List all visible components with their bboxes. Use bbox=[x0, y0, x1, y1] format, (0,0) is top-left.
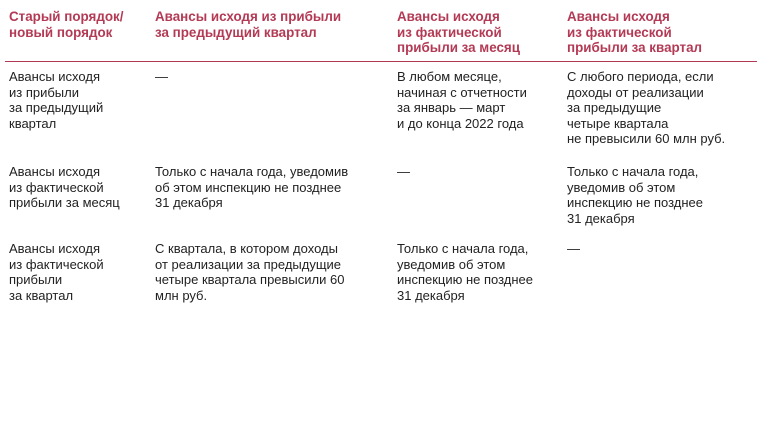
header-actual-quarter: Авансы исходя из фактической прибыли за квартал bbox=[567, 9, 703, 55]
table-header bbox=[0, 9, 772, 61]
header-prev-quarter: Авансы исходя из прибыли за предыдущий квартал bbox=[155, 9, 342, 40]
row-label: Авансы исходя из фактической прибыли за квартал bbox=[9, 241, 104, 303]
header-actual-month: Авансы исходя из фактической прибыли за месяц bbox=[397, 9, 520, 55]
table-cell: Только с начала года, уведомив об этом инспекцию не позднее 31 декабря bbox=[155, 164, 349, 210]
header-old-new-order: Старый порядок/ новый порядок bbox=[9, 9, 124, 40]
table-cell: В любом месяце, начиная с отчетности за январь — март и до конца 2022 года bbox=[397, 69, 527, 131]
table-cell: С квартала, в котором доходы от реализации за предыдущие четыре квартала превысили 60 млн руб. bbox=[155, 241, 345, 303]
row-label: Авансы исходя из прибыли за предыдущий квартал bbox=[9, 69, 104, 131]
header-divider bbox=[5, 61, 757, 62]
table-cell: — bbox=[397, 164, 410, 179]
table-cell: — bbox=[567, 241, 580, 256]
table-cell: — bbox=[155, 69, 168, 84]
row-label: Авансы исходя из фактической прибыли за месяц bbox=[9, 164, 120, 210]
table-cell: С любого периода, если доходы от реализации за предыдущие четыре квартала не превысили 60 млн руб. bbox=[567, 69, 726, 146]
table-cell: Только с начала года, уведомив об этом инспекцию не позднее 31 декабря bbox=[567, 164, 704, 226]
table-cell: Только с начала года, уведомив об этом инспекцию не позднее 31 декабря bbox=[397, 241, 534, 303]
